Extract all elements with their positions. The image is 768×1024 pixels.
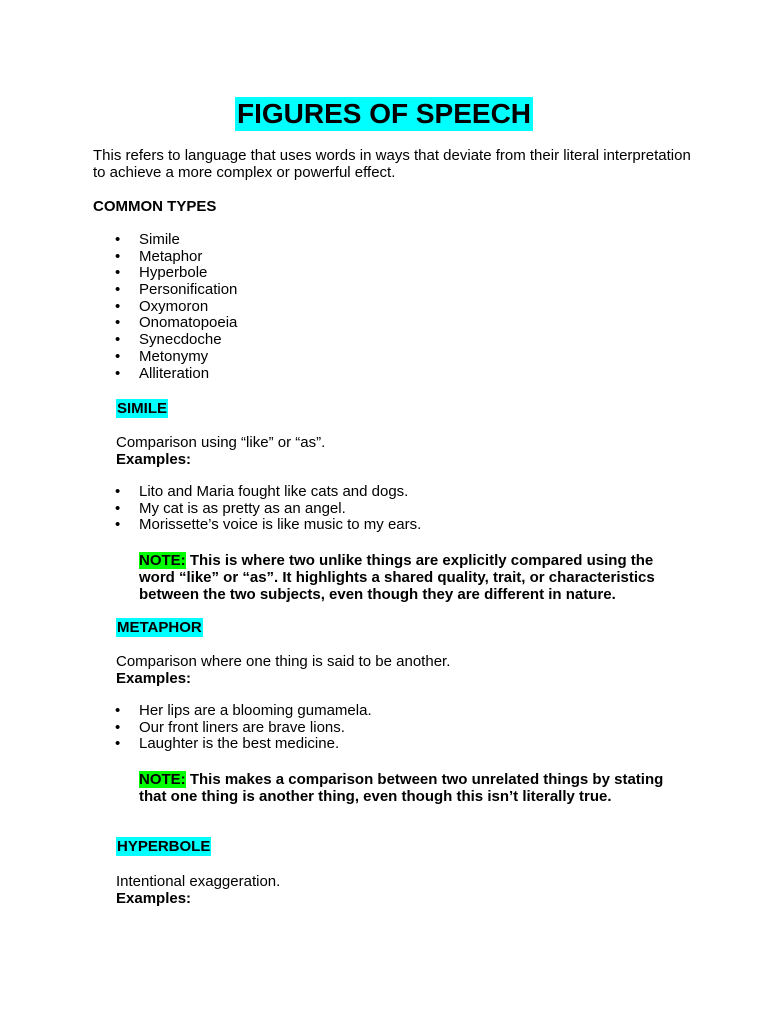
list-item [115,297,237,316]
hyperbole-definition-block [116,873,716,907]
simile-note [139,552,689,603]
list-item [115,314,238,332]
metaphor-definition-block [116,653,716,687]
list-item-text: Hyperbole [139,264,208,282]
intro-paragraph [93,147,693,181]
simile-definition-block [116,434,716,468]
hyperbole-heading: HYPERBOLE [117,838,211,855]
metaphor-heading: METAPHOR [117,619,202,636]
list-item [115,499,421,518]
list-item [115,718,372,737]
list-item-text: My cat is as pretty as an angel. [139,499,346,517]
list-item-text: Synecdoche [139,331,222,349]
list-item [115,281,238,299]
bullet-icon: • [115,516,121,534]
list-item-text: Simile [139,231,180,248]
bullet-icon: • [115,364,121,382]
list-item-text: Lito and Maria fought like cats and dogs. [139,483,409,500]
common-types-heading: COMMON TYPES [93,198,217,215]
list-item [115,231,237,249]
intro-text: This refers to language that uses words in ways that deviate from their literal interpretation to achieve a more complex or powerful effect. [93,147,691,181]
bullet-icon: • [115,247,121,265]
simile-note-text: This is where two unlike things are explicitly compared using the word “like” or “as”. It highlights a shared quality, trait, or characteristics between the two subjects, even though they are different in nature. [139,552,655,603]
page-title: FIGURES OF SPEECH [236,98,532,129]
list-item [115,702,372,720]
bullet-icon: • [115,314,121,332]
bullet-icon: • [115,718,121,736]
list-item-text: Metaphor [139,247,203,265]
simile-heading: SIMILE [117,400,168,417]
common-types-list [115,231,238,382]
metaphor-examples-label: Examples: [116,670,192,687]
hyperbole-examples-label: Examples: [116,890,192,907]
title-container [0,97,768,131]
bullet-icon: • [115,499,121,517]
simile-note-tag: NOTE: [139,552,186,569]
metaphor-examples-list [115,702,372,753]
list-item [115,347,237,366]
bullet-icon: • [115,231,121,248]
metaphor-definition: Comparison where one thing is said to be another. [116,653,451,670]
list-item [115,516,422,534]
bullet-icon: • [115,264,121,282]
metaphor-note [139,771,689,805]
bullet-icon: • [115,331,121,349]
metaphor-note-tag: NOTE: [139,771,186,788]
list-item-text: Metonymy [139,347,209,365]
list-item-text: Alliteration [139,364,210,382]
list-item-text: Personification [139,281,238,299]
bullet-icon: • [115,347,121,365]
bullet-icon: • [115,702,121,719]
hyperbole-definition: Intentional exaggeration. [116,873,281,890]
simile-definition: Comparison using “like” or “as”. [116,434,326,451]
list-item [115,735,372,753]
list-item-text: Her lips are a blooming gumamela. [139,702,372,719]
list-item [115,247,237,266]
list-item-text: Laughter is the best medicine. [139,735,340,753]
list-item-text: Morissette’s voice is like music to my ears. [139,516,422,534]
list-item-text: Oxymoron [139,297,209,315]
bullet-icon: • [115,297,121,315]
bullet-icon: • [115,483,121,500]
bullet-icon: • [115,281,121,299]
list-item-text: Our front liners are brave lions. [139,718,345,736]
metaphor-note-text: This makes a comparison between two unrelated things by stating that one thing is another thing, even though this isn’t literally true. [139,771,664,805]
list-item [115,264,237,282]
list-item-text: Onomatopoeia [139,314,238,332]
bullet-icon: • [115,735,121,753]
simile-examples-list [115,483,422,534]
list-item [115,331,237,349]
list-item [115,364,237,383]
list-item [115,483,421,501]
simile-examples-label: Examples: [116,451,192,468]
